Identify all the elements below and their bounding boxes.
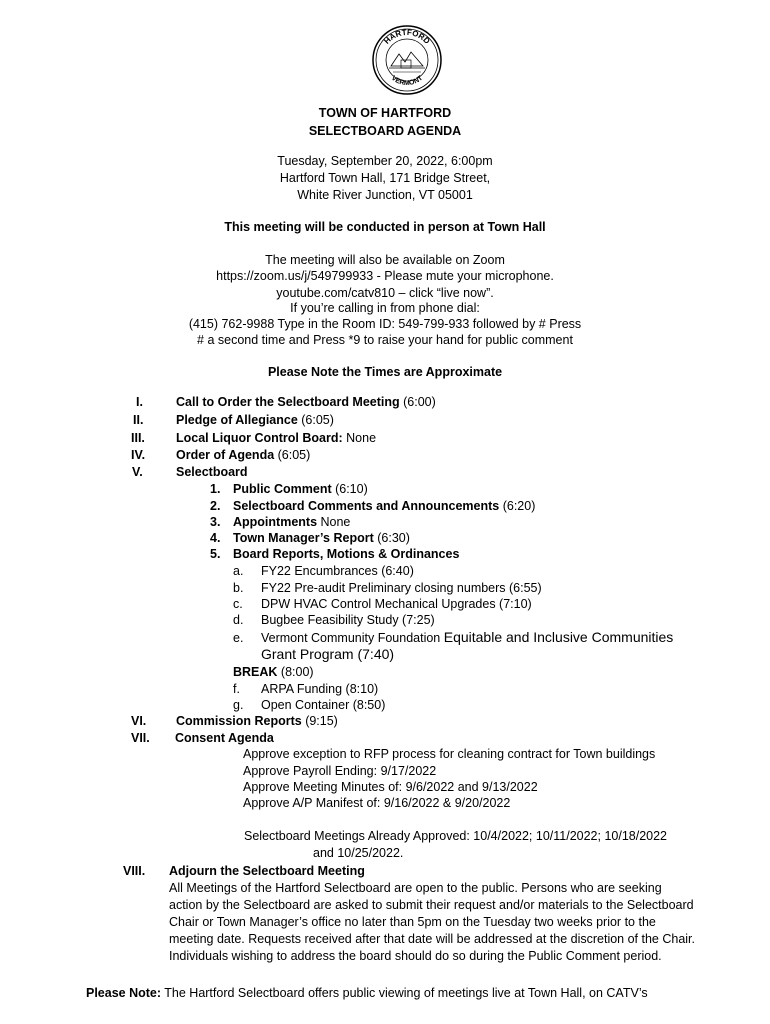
- consent-line: Approve exception to RFP process for cleaning contract for Town buildings: [243, 747, 656, 761]
- item-number: V.: [132, 465, 143, 479]
- svg-text:HARTFORD: HARTFORD: [382, 27, 432, 46]
- phone-line-3: # a second time and Press *9 to raise your hand for public comment: [197, 333, 573, 347]
- item-number: I.: [136, 395, 143, 409]
- zoom-line-1: The meeting will also be available on Zoom: [265, 253, 505, 267]
- youtube-link[interactable]: youtube.com/catv810 – click “live now”.: [276, 286, 494, 300]
- agenda-title: SELECTBOARD AGENDA: [308, 124, 462, 138]
- zoom-link[interactable]: https://zoom.us/j/549799933 - Please mute your microphone.: [216, 269, 554, 283]
- town-title: TOWN OF HARTFORD: [318, 106, 452, 120]
- meeting-location-2: White River Junction, VT 05001: [297, 188, 473, 202]
- item-title: Call to Order the Selectboard Meeting: [176, 395, 400, 409]
- item-number: II.: [133, 413, 144, 427]
- item-detail: (6:05): [297, 413, 334, 427]
- footer-label: Please Note:: [86, 986, 162, 1000]
- footer-note: [86, 985, 648, 1002]
- consent-line: Approve A/P Manifest of: 9/16/2022 & 9/20/2022: [243, 796, 511, 810]
- item-title: Order of Agenda: [176, 448, 275, 462]
- adjourn-text: action by the Selectboard are asked to submit their request and/or materials to the Selectboard: [169, 898, 694, 912]
- consent-line: Approve Payroll Ending: 9/17/2022: [243, 764, 437, 778]
- adjourn-text: All Meetings of the Hartford Selectboard are open to the public. Persons who are seeking: [169, 881, 662, 895]
- item-detail: None: [342, 431, 377, 445]
- item-title: Pledge of Allegiance: [176, 413, 298, 427]
- meeting-date: Tuesday, September 20, 2022, 6:00pm: [277, 154, 493, 168]
- item-detail: (6:00): [399, 395, 436, 409]
- item-number: III.: [131, 431, 145, 445]
- in-person-note: This meeting will be conducted in person at Town Hall: [224, 220, 546, 234]
- item-title: Local Liquor Control Board:: [176, 431, 343, 445]
- item-number: IV.: [131, 448, 146, 462]
- times-note: Please Note the Times are Approximate: [267, 365, 503, 379]
- adjourn-text: Chair or Town Manager’s office no later than 5pm on the Tuesday two weeks prior to the: [169, 915, 656, 929]
- approved-meetings-cont: and 10/25/2022.: [313, 846, 404, 860]
- adjourn-text: meeting date. Requests received after that date will be addressed at the discretion of the Chair.: [169, 932, 696, 946]
- adjourn-text: Individuals wishing to address the board should do so during the Public Comment period.: [169, 949, 662, 963]
- consent-line: Approve Meeting Minutes of: 9/6/2022 and 9/13/2022: [243, 780, 538, 794]
- item-detail: (6:05): [274, 448, 311, 462]
- town-seal-logo: [371, 24, 443, 96]
- svg-text:VERMONT: VERMONT: [389, 74, 425, 88]
- phone-line-1: If you’re calling in from phone dial:: [290, 301, 480, 315]
- item-title: Selectboard: [176, 465, 248, 479]
- phone-line-2: (415) 762-9988 Type in the Room ID: 549-799-933 followed by # Press: [188, 317, 582, 331]
- meeting-location-1: Hartford Town Hall, 171 Bridge Street,: [279, 171, 491, 185]
- approved-meetings: Selectboard Meetings Already Approved: 10/4/2022; 10/11/2022; 10/18/2022: [244, 829, 668, 843]
- footer-text: The Hartford Selectboard offers public viewing of meetings live at Town Hall, on CATV’s: [161, 986, 648, 1000]
